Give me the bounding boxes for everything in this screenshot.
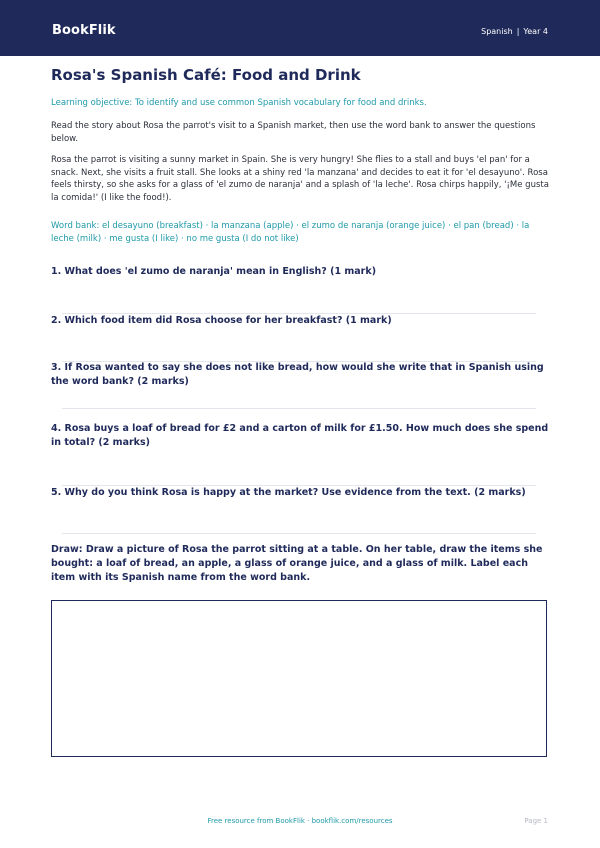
page-number: Page 1	[524, 817, 548, 825]
page-header	[0, 0, 600, 56]
answer-line-5[interactable]	[62, 533, 536, 534]
question-3: 3. If Rosa wanted to say she does not like bread, how would she write that in Spanish using the word bank? (2 marks)	[51, 362, 544, 387]
meta-separator: |	[516, 27, 520, 36]
instructions-text: Read the story about Rosa the parrot's visit to a Spanish market, then use the word bank to answer the questions below.	[51, 121, 536, 144]
learning-objective: Learning objective: To identify and use common Spanish vocabulary for food and drinks.	[51, 98, 427, 108]
worksheet-title: Rosa's Spanish Café: Food and Drink	[51, 66, 361, 84]
year-label: Year 4	[523, 27, 548, 36]
question-1: 1. What does 'el zumo de naranja' mean in English? (1 mark)	[51, 266, 377, 277]
question-2: 2. Which food item did Rosa choose for her breakfast? (1 mark)	[51, 315, 392, 326]
story-text: Rosa the parrot is visiting a sunny market in Spain. She is very hungry! She flies to a stall and buys 'el pan' for a snack. Next, she visits a fruit stall. She looks at a shiny red 'la manzana' and decides to eat it for 'el desayuno'. Rosa feels thirsty, so she asks for a glass of 'el zumo de naranja' and a splash of 'la leche'. Rosa chirps happily, '¡Me gusta la comida!' (I like the food!).	[51, 155, 549, 203]
subject-year-label	[481, 27, 548, 36]
question-4: 4. Rosa buys a loaf of bread for £2 and a carton of milk for £1.50. How much does she spend in total? (2 marks)	[51, 423, 549, 448]
drawing-area[interactable]	[51, 600, 547, 757]
question-5: 5. Why do you think Rosa is happy at the market? Use evidence from the text. (2 marks)	[51, 487, 526, 498]
word-bank: Word bank: el desayuno (breakfast) · la manzana (apple) · el zumo de naranja (orange juice) · el pan (bread) · la leche (milk) · me gusta (I like) · no me gusta (I do not like)	[51, 221, 530, 244]
brand-logo: BookFlik	[52, 23, 116, 38]
subject-label: Spanish	[481, 27, 513, 36]
draw-instructions: Draw: Draw a picture of Rosa the parrot sitting at a table. On her table, draw the items she bought: a loaf of bread, an apple, a glass of orange juice, and a glass of milk. Label each item with its Spanish name from the word bank.	[51, 544, 543, 583]
answer-line-3[interactable]	[62, 408, 536, 409]
footer-credit: Free resource from BookFlik · bookflik.com/resources	[207, 817, 393, 825]
